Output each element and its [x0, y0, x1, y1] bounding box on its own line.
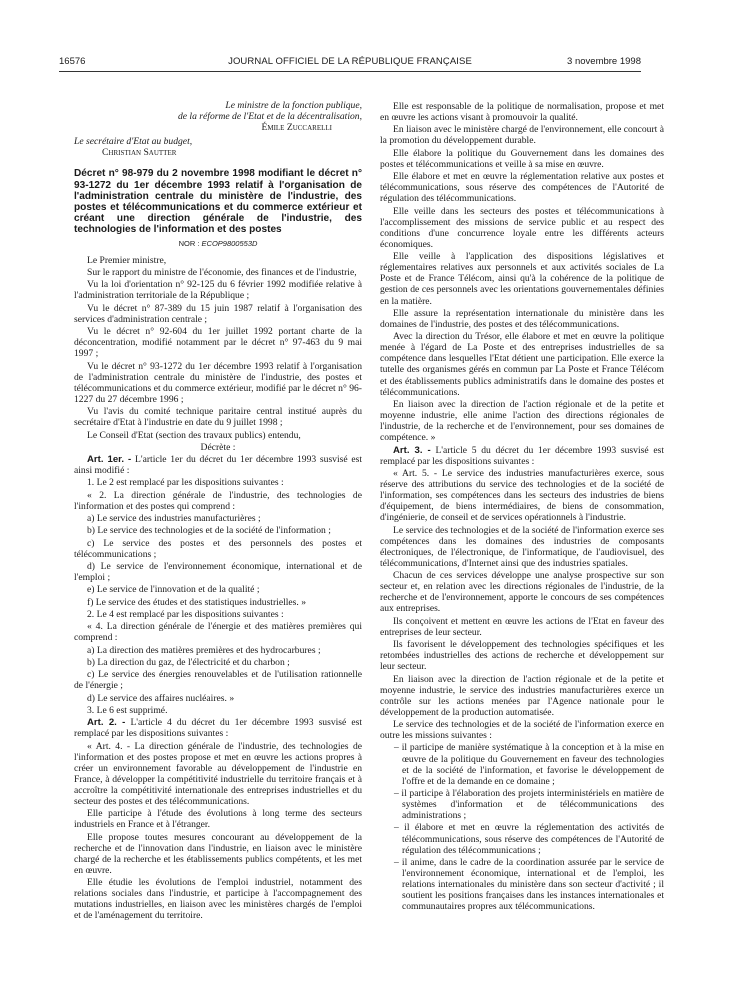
signature-line: de la réforme de l'Etat et de la décentralisation,: [177, 111, 362, 123]
preamble: [74, 255, 362, 441]
decree-title: Décret n° 98-979 du 2 novembre 1998 modifiant le décret n° 93-1272 du 1er décembre 1993 relatif à l'organisation de l'administration centrale du ministère de l'industrie, des postes et télécommunications et du commerce extérieur et créant une direction générale de l'industrie, des technologies de l'information et des postes: [74, 168, 362, 236]
paragraph: Ils favorisent le développement des technologies spécifiques et les retombées industrielles des actions de recherche et développement sur leur secteur.: [380, 639, 664, 673]
paragraph: Vu le décret n° 92-604 du 1er juillet 1992 portant charte de la déconcentration, modifié notamment par le décret n° 97-463 du 9 mai 1997 ;: [74, 326, 362, 360]
paragraph: Elle est responsable de la politique de normalisation, propose et met en œuvre les actions visant à promouvoir la qualité.: [380, 101, 664, 124]
signatory-name: Émile Zuccarelli: [261, 122, 332, 134]
paragraph: Elle veille dans les secteurs des postes et télécommunications à l'accomplissement des missions de service public et au respect des conditions d'une concurrence loyale entre les différents acteurs économiques.: [380, 205, 664, 250]
paragraph: En liaison avec le ministère chargé de l'environnement, elle concourt à la promotion du développement durable.: [380, 124, 664, 147]
list-item: c) Le service des postes et des personnels des postes et télécommunications ;: [74, 537, 362, 560]
article-label: Art. 1er. -: [87, 454, 132, 466]
list-item: a) La direction des matières premières et des hydrocarbures ;: [87, 644, 321, 656]
header-rule: [59, 71, 641, 72]
nor-code: ECOP9800553D: [201, 238, 258, 248]
page-header: [59, 56, 641, 70]
list-item: b) La direction du gaz, de l'électricité et du charbon ;: [87, 656, 290, 668]
list-item: – il participe de manière systématique à la conception et à la mise en œuvre de la politique du Gouvernement en faveur des technologies et de la société de l'information, et favorise le développement de l'offre et de la demande en ce domaine ;: [394, 742, 664, 787]
paragraph: Vu la loi d'orientation n° 92-125 du 6 février 1992 modifiée relative à l'administration territoriale de la République ;: [74, 279, 362, 302]
article-2: [74, 717, 362, 739]
signatory-name: Christian Sautter: [102, 147, 177, 159]
list-item: e) Le service de l'innovation et de la qualité ;: [87, 584, 260, 596]
article-2-body: [74, 741, 362, 922]
issue-date: 3 novembre 1998: [567, 56, 641, 67]
article-text: L'article 1er du décret du 1er décembre 1993 susvisé est ainsi modifié :: [74, 454, 363, 477]
mission-list: [380, 742, 664, 912]
list-item: b) Le service des technologies et de la société de l'information ;: [87, 525, 331, 537]
paragraph: Elle élabore et met en œuvre la réglementation relative aux postes et télécommunications, sous réserve des compétences de l'Autorité de régulation des télécommunications.: [380, 171, 664, 205]
article-3: [380, 445, 664, 467]
list-item: d) Le service de l'environnement économique, international et de l'emploi ;: [74, 561, 362, 584]
list-item: f) Le service des études et des statistiques industrielles. »: [87, 596, 306, 608]
list-item: d) Le service des affaires nucléaires. »: [87, 692, 235, 704]
decrete: Décrète :: [200, 441, 236, 453]
article-text: L'article 5 du décret du 1er décembre 1993 susvisé est remplacé par les dispositions suivantes :: [380, 444, 664, 467]
paragraph: Le Premier ministre,: [87, 254, 167, 266]
paragraph: Le service des technologies et de la société de l'information exerce en outre les missions suivantes :: [380, 719, 664, 742]
paragraph: Sur le rapport du ministre de l'économie, des finances et de l'industrie,: [87, 267, 357, 279]
list-item: c) Le service des énergies renouvelables et de l'utilisation rationnelle de l'énergie ;: [74, 669, 362, 692]
paragraph: Vu le décret n° 93-1272 du 1er décembre 1993 relatif à l'organisation de l'administration centrale du ministère de l'industrie, des postes et télécommunications et du commerce extérieur, modifié par le décret n° 96-1227 du 27 décembre 1996 ;: [74, 360, 362, 405]
paragraph: En liaison avec la direction de l'action régionale et de la petite et moyenne industrie, elle anime l'action des directions régionales de l'industrie, de la recherche et de l'environnement, pour ses domaines de compétence. »: [380, 398, 664, 444]
article-1-items: [74, 477, 362, 716]
nor-label: NOR :: [178, 238, 200, 248]
paragraph: Elle participe à l'étude des évolutions à long terme des secteurs industriels en France et à l'étranger.: [74, 808, 362, 831]
paragraph: Vu le décret n° 87-389 du 15 juin 1987 relatif à l'organisation des services d'administration centrale ;: [74, 302, 362, 325]
list-item: – il anime, dans le cadre de la coordination assurée par le service de l'environnement économique, international et de l'emploi, les relations internationales du ministère dans son secteur d'activité ; il soutient les positions françaises dans les instances internationales et communautaires propres aux télécommunications.: [394, 856, 664, 913]
paragraph: Ils conçoivent et mettent en œuvre les actions de l'Etat en faveur des entreprises de leur secteur.: [380, 615, 664, 638]
page-number: 16576: [59, 56, 86, 67]
article-label: Art. 3. -: [393, 444, 431, 456]
article-text: L'article 4 du décret du 1er décembre 1993 susvisé est remplacé par les dispositions suivantes :: [74, 717, 362, 740]
paragraph: Le Conseil d'Etat (section des travaux publics) entendu,: [87, 429, 301, 441]
paragraph: En liaison avec la direction de l'action régionale et de la petite et moyenne industrie, le service des industries manufacturières exerce un contrôle sur les actions menées par l'Agence nationale pour le développement de la production automatisée.: [380, 673, 664, 718]
list-item: « 4. La direction générale de l'énergie et des matières premières qui comprend :: [74, 621, 362, 644]
article-1: [74, 454, 362, 476]
list-item: 1. Le 2 est remplacé par les dispositions suivantes :: [87, 477, 284, 489]
paragraph: Vu l'avis du comité technique paritaire central institué auprès du secrétaire d'Etat à l'industrie en date du 9 juillet 1998 ;: [74, 406, 362, 429]
list-item: – il élabore et met en œuvre la réglementation des activités de télécommunications, sous réserve des compétences de l'Autorité de régulation des télécommunications ;: [394, 822, 664, 856]
list-item: 2. Le 4 est remplacé par les dispositions suivantes :: [87, 608, 284, 620]
list-item: – il participe à l'élaboration des projets interministériels en matière de systèmes d'information et de télécommunications des administrations ;: [394, 788, 664, 822]
left-column: [74, 100, 362, 923]
right-column: [380, 101, 664, 914]
paragraph: « Art. 4. - La direction générale de l'industrie, des technologies de l'information et des postes propose et met en œuvre les actions propres à créer un environnement favorable au développement de l'industrie en France, à développer la compétitivité industrielle du territoire français et à accroître la compétitivité internationale des entreprises industrielles et du secteur des postes et des télécommunications.: [74, 740, 362, 807]
signature-role: Le secrétaire d'Etat au budget,: [74, 136, 193, 148]
paragraph: Elle assure la représentation internationale du ministère dans les domaines de l'industrie, des postes et des télécommunications.: [380, 307, 664, 330]
journal-title: JOURNAL OFFICIEL DE LA RÉPUBLIQUE FRANÇAISE: [228, 56, 472, 67]
paragraph: Elle élabore la politique du Gouvernement dans les domaines des postes et télécommunications et veille à sa mise en œuvre.: [380, 147, 664, 170]
paragraph: Le service des technologies et de la société de l'information exerce ses compétences dans les domaines des industries de composants électroniques, de l'électronique, de l'informatique, de l'audiovisuel, des télécommunications, d'Internet ainsi que des industries spatiales.: [380, 524, 664, 569]
article-label: Art. 2. -: [87, 717, 126, 729]
article-3-body: [380, 468, 664, 741]
paragraph: Elle propose toutes mesures concourant au développement de la recherche et de l'innovation dans l'industrie, en liaison avec le ministère chargé de la recherche et les établissements publics compétents, et les met en œuvre.: [74, 831, 362, 876]
article-2-continued: [380, 101, 664, 443]
paragraph: Avec la direction du Trésor, elle élabore et met en œuvre la politique menée à l'égard de La Poste et des entreprises industrielles de sa compétence dans lesquelles l'Etat détient une participation. Elle exerce la tutelle des organismes gérés en commun par La Poste et France Télécom et des établissements publics administratifs dans le domaine des postes et télécommunications.: [380, 331, 664, 398]
paragraph: Elle veille à l'application des dispositions législatives et réglementaires relatives aux personnels et aux activités sociales de La Poste et de France Télécom, ainsi qu'à la cohérence de la politique de gestion de ces personnels avec les orientations gouvernementales définies en la matière.: [380, 251, 664, 307]
paragraph: « Art. 5. - Le service des industries manufacturières exerce, sous réserve des attributions du service des technologies et de la société de l'information, ses compétences dans les secteurs des industries de biens d'équipement, de biens intermédiaires, de biens de consommation, d'ingénierie, de conseil et de services opérationnels à l'industrie.: [380, 467, 664, 524]
paragraph: Chacun de ces services développe une analyse prospective sur son secteur et, en relation avec les directions régionales de l'industrie, de la recherche et de l'environnement, apporte le concours de ses compétences aux entreprises.: [380, 570, 664, 615]
list-item: « 2. La direction générale de l'industrie, des technologies de l'information et des postes qui comprend :: [74, 489, 362, 512]
paragraph: Elle étudie les évolutions de l'emploi industriel, notamment des relations sociales dans l'industrie, et participe à l'accompagnement des mutations industrielles, en liaison avec les ministères chargés de l'emploi et de l'aménagement du territoire.: [74, 877, 362, 922]
list-item: 3. Le 6 est supprimé.: [87, 704, 168, 716]
list-item: a) Le service des industries manufacturières ;: [87, 513, 261, 525]
nor-reference: [74, 238, 362, 249]
signature-line: Le ministre de la fonction publique,: [225, 100, 362, 111]
